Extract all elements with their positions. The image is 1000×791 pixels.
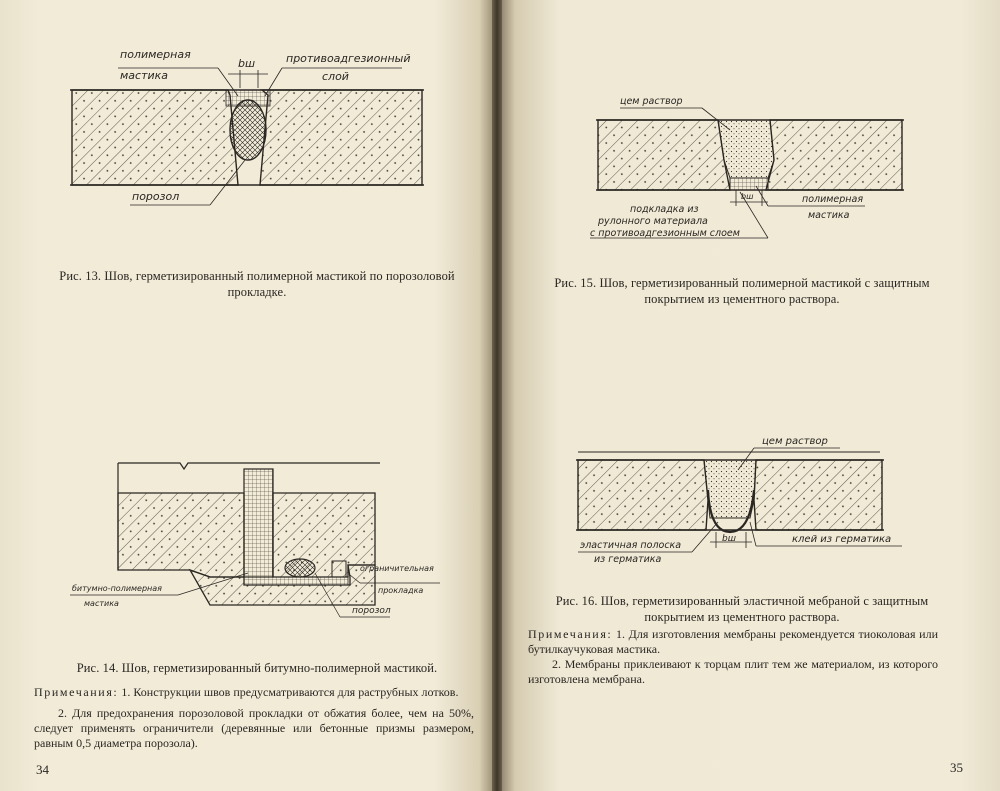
left-note-1: 1. Конструкции швов предусматриваются для раструбных лотков. (121, 685, 459, 699)
right-note-2: 2. Мембраны приклеивают к торцам плит тем же материалом, из которого изготовлена мембрана. (528, 657, 938, 686)
fig15-caption: Рис. 15. Шов, герметизированный полимерной мастикой с защитным покрытием из цементного раствора. (554, 276, 930, 306)
fig16-label-elastic1: эластичная полоска (580, 540, 682, 551)
fig14-label-bitumen-polymer: битумно-полимерная (72, 584, 162, 593)
fig13-label-antiadhesive: противоадгезионный (286, 52, 411, 65)
fig15-label-pad2: рулонного материала (598, 216, 708, 227)
fig15-label-bsh: bш (741, 192, 754, 201)
left-note-2: 2. Для предохранения порозоловой прокладки от обжатия более, чем на 50%, следует применять ограничители (деревянные или бетонные призмы размером, равным 0,5 диаметра порозола). (34, 706, 474, 750)
right-notes-heading: Примечания: (528, 627, 613, 641)
fig15-label-cement-mortar: цем раствор (620, 96, 683, 107)
figure-15 (590, 90, 920, 250)
fig16-label-cement-mortar: цем раствор (762, 436, 828, 447)
left-notes-heading: Примечания: (34, 685, 119, 699)
fig14-label-pad: прокладка (378, 586, 424, 595)
fig13-caption: Рис. 13. Шов, герметизированный полимерной мастикой по порозоловой прокладке. (59, 269, 455, 299)
fig13-label-bsh: bш (238, 57, 256, 70)
book-gutter (492, 0, 502, 791)
fig15-label-pad1: подкладка из (630, 204, 699, 215)
right-page-number: 35 (950, 760, 963, 775)
fig16-label-elastic2: из герматика (594, 554, 662, 565)
fig15-label-polymer: полимерная (802, 194, 864, 205)
fig13-label-layer: слой (322, 70, 349, 83)
fig16-label-bsh: bш (722, 534, 736, 544)
fig13-label-mastic: мастика (120, 69, 169, 82)
fig16-caption: Рис. 16. Шов, герметизированный эластичной мебраной с защитным покрытием из цементного раствора. (555, 594, 929, 624)
fig14-label-porizol: порозол (352, 606, 391, 616)
figure-16 (570, 430, 910, 565)
fig14-label-mastic: мастика (84, 599, 119, 608)
right-notes (528, 627, 938, 687)
fig15-label-mastic: мастика (808, 210, 850, 221)
right-note-1: 1. Для изготовления мембраны рекомендуется тиоколовая или бутилкаучуковая мастика. (528, 627, 939, 656)
left-page-number: 34 (36, 762, 49, 777)
figure-13 (60, 40, 440, 215)
fig14-caption: Рис. 14. Шов, герметизированный битумно-полимерной мастикой. (76, 661, 438, 675)
fig14-label-limiting: ограничительная (360, 564, 434, 573)
figure-14 (60, 455, 460, 625)
fig13-label-polymer: полимерная (120, 48, 191, 61)
left-notes (34, 685, 474, 751)
fig13-label-porizol: порозол (132, 190, 180, 203)
fig16-label-glue: клей из герматика (792, 534, 892, 545)
fig15-label-pad3: с противоадгезионным слоем (590, 228, 740, 239)
